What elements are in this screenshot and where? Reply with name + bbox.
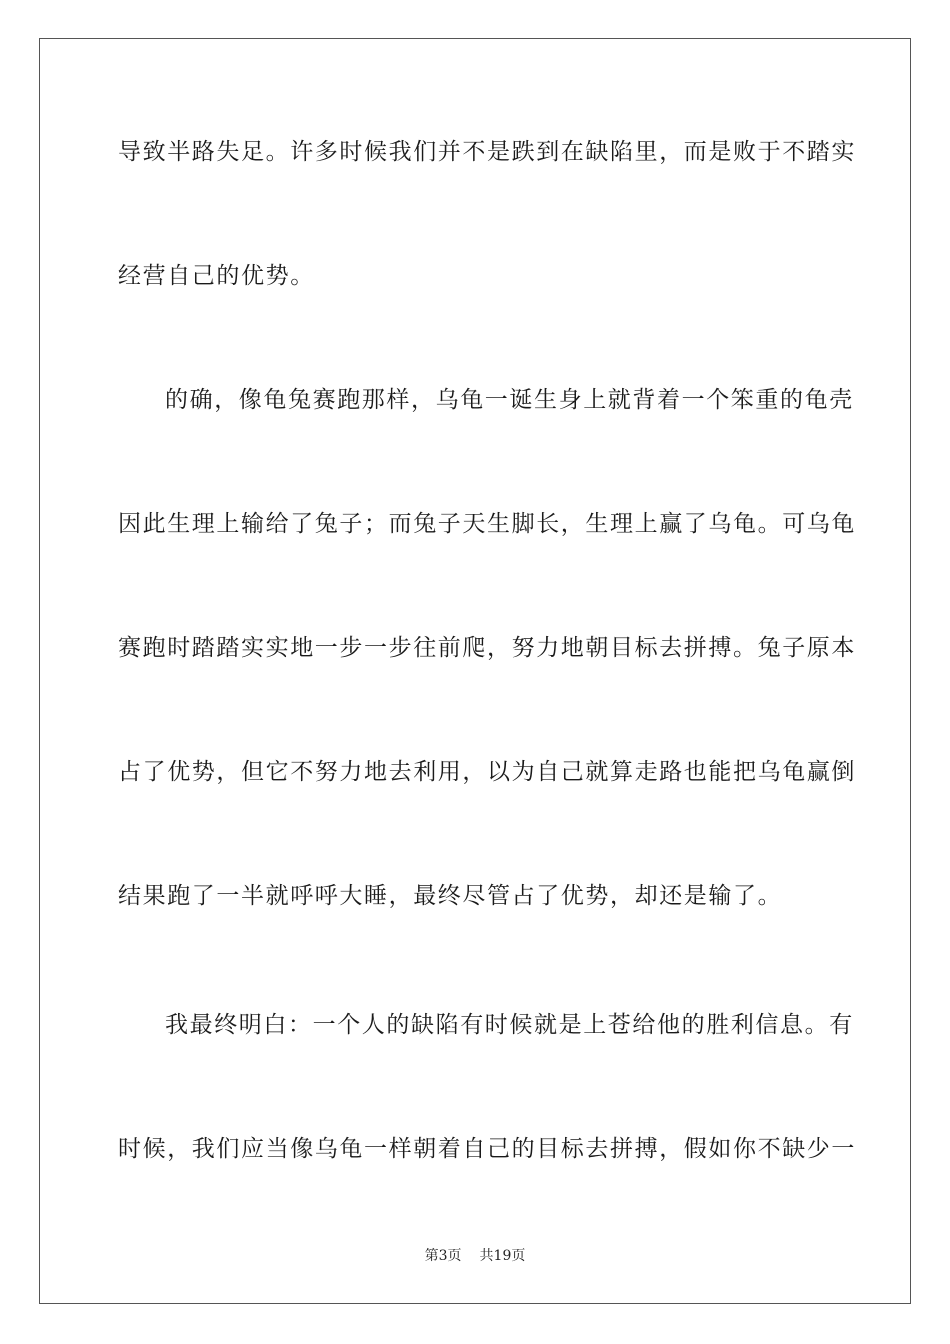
body-text-line: 导致半路失足。许多时候我们并不是跌到在缺陷里，而是败于不踏实 <box>118 139 856 165</box>
body-text-line: 经营自己的优势。 <box>118 263 315 289</box>
page-border <box>39 38 911 1304</box>
page-total: 共19页 <box>479 1248 526 1264</box>
page-number: 第3页 <box>424 1248 462 1264</box>
body-text-line: 赛跑时踏踏实实地一步一步往前爬，努力地朝目标去拼搏。兔子原本 <box>118 635 856 661</box>
body-text-line: 时候，我们应当像乌龟一样朝着自己的目标去拼搏，假如你不缺少一 <box>118 1136 856 1162</box>
page-footer <box>0 1246 950 1266</box>
body-text-line: 占了优势，但它不努力地去利用，以为自己就算走路也能把乌龟赢倒 <box>118 759 856 785</box>
body-text-line: 因此生理上输给了兔子；而兔子天生脚长，生理上赢了乌龟。可乌龟 <box>118 511 856 537</box>
paragraph-start-line: 我最终明白：一个人的缺陷有时候就是上苍给他的胜利信息。有 <box>165 1012 854 1038</box>
body-text-line: 结果跑了一半就呼呼大睡，最终尽管占了优势，却还是输了。 <box>118 883 783 909</box>
paragraph-start-line: 的确，像龟兔赛跑那样，乌龟一诞生身上就背着一个笨重的龟壳 <box>165 387 854 413</box>
